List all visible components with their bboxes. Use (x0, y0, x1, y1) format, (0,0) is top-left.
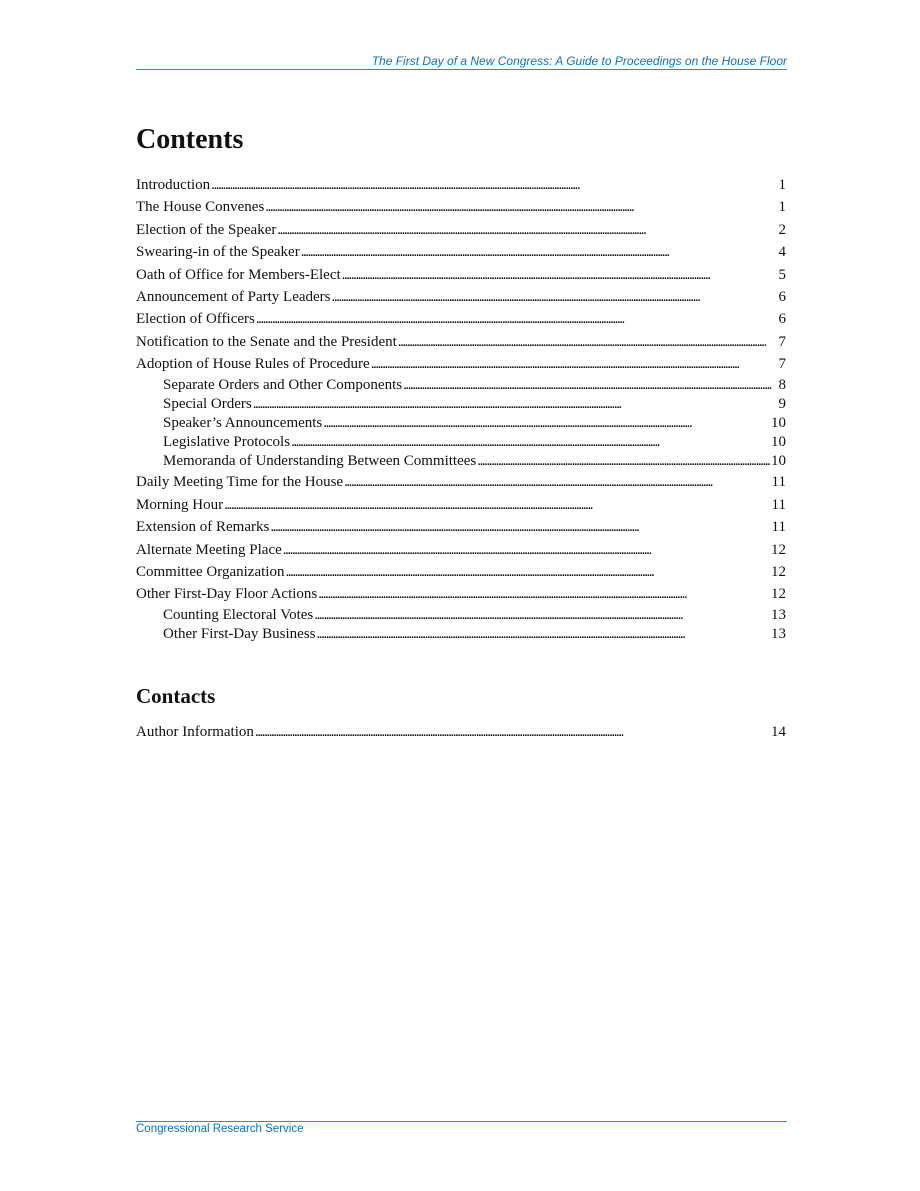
toc-entry-title: Election of Officers (136, 311, 255, 328)
dot-leader (342, 264, 778, 286)
dot-leader (253, 395, 778, 414)
toc-entry-page: 1 (778, 177, 786, 193)
toc-entry-title: Author Information (136, 724, 254, 740)
toc-entry-title: Oath of Office for Members-Elect (136, 266, 341, 283)
toc-entry-title: Other First-Day Business (163, 625, 316, 642)
toc-entry[interactable] (136, 539, 786, 561)
contents-heading: Contents (136, 124, 244, 155)
dot-leader (344, 471, 770, 493)
dot-leader (398, 331, 778, 353)
toc-entry-title: Legislative Protocols (163, 434, 291, 451)
toc-entry[interactable] (136, 471, 786, 493)
dot-leader (224, 494, 770, 516)
toc-entry-title: Election of the Speaker (136, 221, 277, 238)
toc-entry[interactable] (136, 625, 786, 644)
dot-leader (477, 452, 770, 471)
toc-entry-page: 11 (771, 474, 786, 491)
toc-entry[interactable] (136, 353, 786, 375)
toc-entry[interactable] (136, 376, 786, 395)
toc-entry-title: Swearing-in of the Speaker (136, 244, 300, 261)
toc-entry-title: Extension of Remarks (136, 519, 270, 536)
dot-leader (291, 433, 770, 452)
toc-entry[interactable] (136, 721, 786, 743)
dot-leader (318, 583, 770, 605)
toc-entry[interactable] (136, 174, 786, 196)
toc-entry[interactable] (136, 219, 786, 241)
dot-leader (371, 353, 778, 375)
toc-entry-page: 6 (778, 311, 786, 328)
toc-entry-title: Committee Organization (136, 564, 285, 581)
toc-entry-title: Separate Orders and Other Components (163, 376, 403, 393)
toc-entry[interactable] (136, 241, 786, 263)
toc-entry[interactable] (136, 516, 786, 538)
toc-entry-title: Daily Meeting Time for the House (136, 474, 344, 491)
running-footer-organization: Congressional Research Service (136, 1123, 304, 1135)
toc-entry[interactable] (136, 286, 786, 308)
dot-leader (317, 625, 771, 644)
dot-leader (277, 219, 777, 241)
toc-entry-title: Announcement of Party Leaders (136, 288, 331, 305)
toc-entry[interactable] (136, 331, 786, 353)
toc-entry[interactable] (136, 583, 786, 605)
toc-entry-page: 10 (771, 453, 786, 470)
toc-entry-page: 6 (778, 288, 786, 305)
contacts-list (136, 721, 786, 743)
toc-entry[interactable] (136, 606, 786, 625)
toc-entry[interactable] (136, 395, 786, 414)
toc-entry-page: 13 (771, 625, 786, 642)
toc-entry-page: 12 (771, 586, 786, 603)
dot-leader (285, 561, 770, 583)
toc-entry[interactable] (136, 196, 786, 218)
dot-leader (265, 196, 777, 218)
toc-entry-title: Adoption of House Rules of Procedure (136, 356, 370, 373)
toc-entry-title: Other First-Day Floor Actions (136, 586, 318, 603)
toc-entry[interactable] (136, 308, 786, 330)
toc-entry[interactable] (136, 264, 786, 286)
toc-entry[interactable] (136, 561, 786, 583)
toc-entry-page: 2 (778, 221, 786, 238)
dot-leader (301, 241, 778, 263)
toc-entry-title: Special Orders (163, 395, 252, 412)
toc-entry-title: Counting Electoral Votes (163, 606, 314, 623)
toc-entry-page: 11 (771, 519, 786, 536)
header-rule (136, 69, 787, 70)
dot-leader (211, 174, 777, 196)
toc-entry-page: 10 (771, 434, 786, 451)
dot-leader (256, 308, 778, 330)
toc-entry-title: Morning Hour (136, 496, 224, 513)
toc-entry[interactable] (136, 452, 786, 471)
dot-leader (323, 414, 770, 433)
toc-entry-page: 12 (771, 564, 786, 581)
toc-entry-page: 5 (778, 266, 786, 283)
footer-rule (136, 1121, 787, 1122)
dot-leader (403, 376, 777, 395)
toc-entry-page: 4 (778, 244, 786, 261)
toc-entry-title: Alternate Meeting Place (136, 541, 282, 558)
running-header-title: The First Day of a New Congress: A Guide to Proceedings on the House Floor (371, 54, 787, 68)
toc-entry-title: Speaker’s Announcements (163, 414, 323, 431)
dot-leader (255, 721, 770, 743)
toc-entry-page: 12 (771, 541, 786, 558)
toc-entry[interactable] (136, 433, 786, 452)
dot-leader (270, 516, 770, 538)
toc-entry-page: 9 (778, 395, 786, 412)
toc-entry-page: 10 (771, 414, 786, 431)
toc-entry-page: 8 (778, 376, 786, 393)
toc-entry-page: 1 (778, 199, 786, 216)
dot-leader (283, 539, 770, 561)
toc-entry-page: 14 (771, 724, 786, 740)
toc-entry-page: 13 (771, 606, 786, 623)
table-of-contents (136, 174, 786, 644)
toc-entry-title: The House Convenes (136, 199, 265, 216)
dot-leader (332, 286, 778, 308)
toc-entry-page: 11 (771, 496, 786, 513)
dot-leader (314, 606, 770, 625)
toc-entry[interactable] (136, 414, 786, 433)
toc-entry-title: Introduction (136, 177, 211, 193)
toc-entry-page: 7 (778, 356, 786, 373)
toc-entry-title: Notification to the Senate and the President (136, 333, 397, 350)
toc-entry-title: Memoranda of Understanding Between Committees (163, 453, 477, 470)
contacts-heading: Contacts (136, 684, 216, 708)
toc-entry-page: 7 (778, 333, 786, 350)
toc-entry[interactable] (136, 494, 786, 516)
